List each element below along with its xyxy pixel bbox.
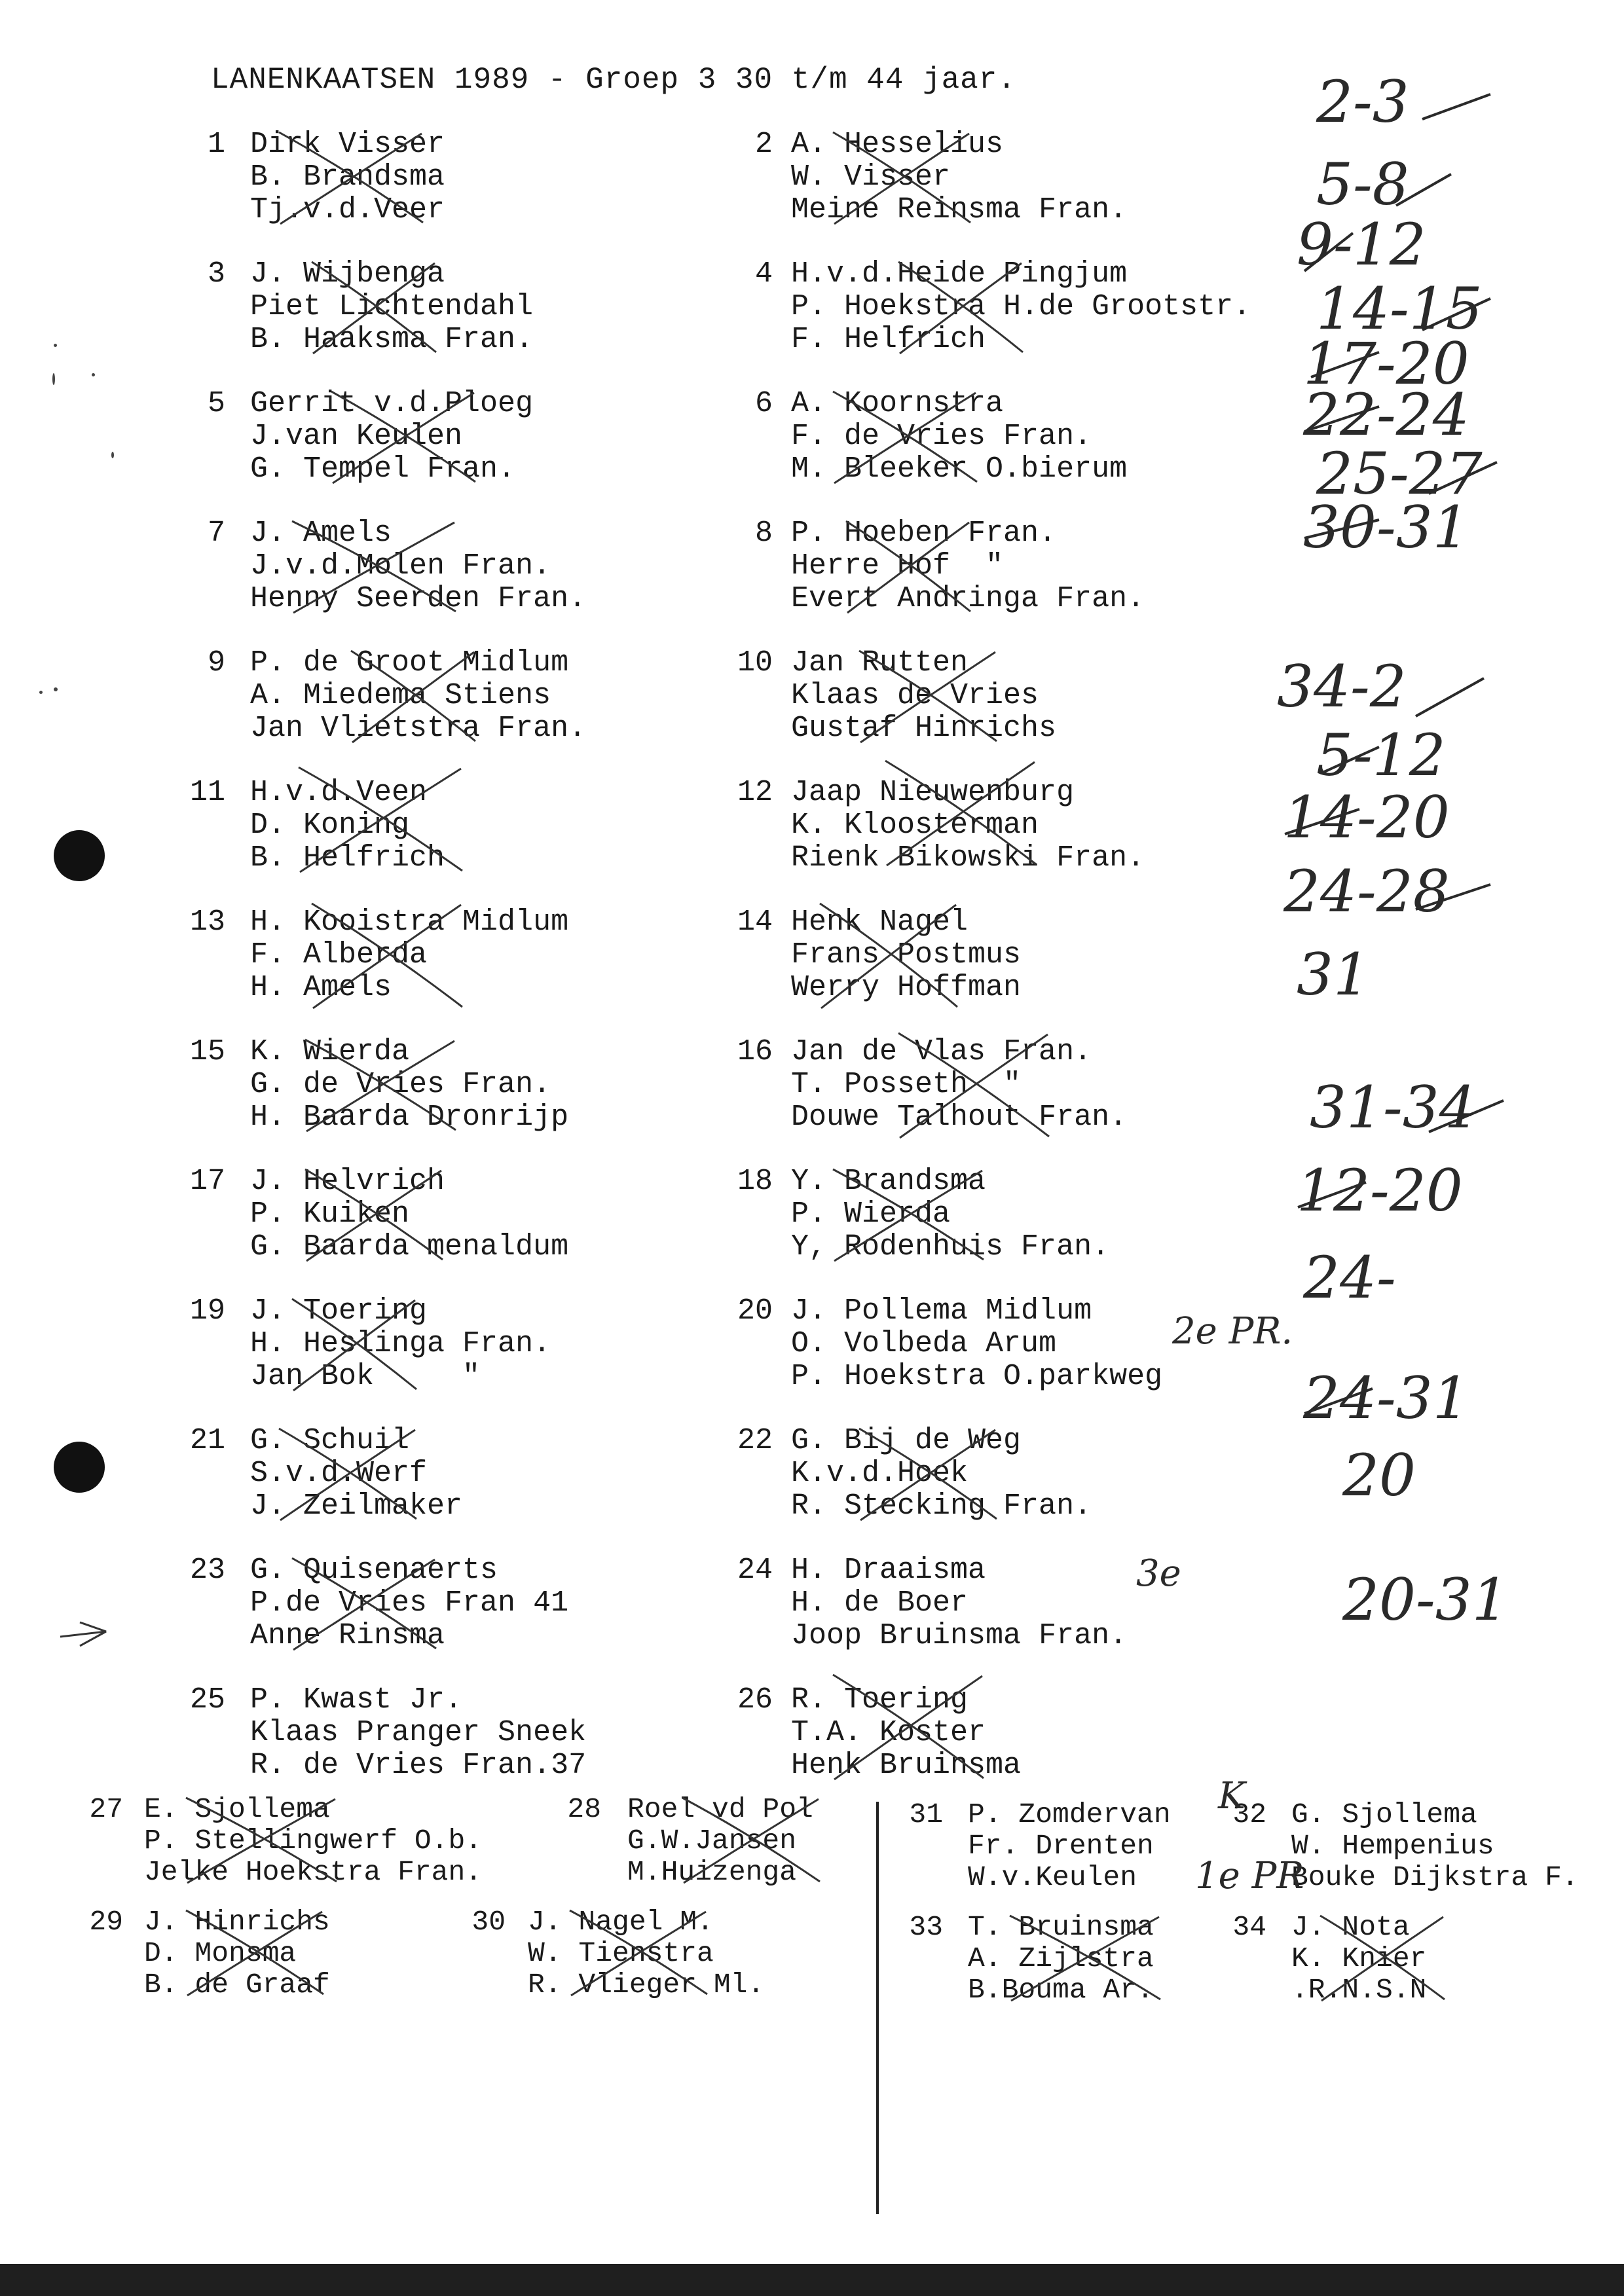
player-name: M.Huizenga bbox=[627, 1856, 797, 1888]
team-number: 5 bbox=[207, 387, 225, 420]
team-players bbox=[250, 1295, 551, 1393]
handwritten-prize: K bbox=[1218, 1775, 1246, 1817]
player-name: P. Hoekstra O.parkweg bbox=[791, 1360, 1163, 1393]
team-players bbox=[250, 1036, 568, 1134]
player-name: P. Kwast Jr. bbox=[250, 1683, 463, 1717]
team-players bbox=[250, 1684, 586, 1782]
team-number: 31 bbox=[909, 1798, 943, 1831]
team-players bbox=[1291, 1912, 1426, 2006]
column-divider bbox=[876, 1802, 879, 2214]
team-players bbox=[627, 1794, 813, 1888]
handwritten-score: 20-31 bbox=[1342, 1566, 1509, 1633]
player-name: K. Kloosterman bbox=[791, 809, 1039, 842]
player-name: Bouke Dijkstra F. bbox=[1291, 1861, 1579, 1893]
player-name: F. de Vries Fran. bbox=[791, 420, 1092, 453]
team-number: 34 bbox=[1232, 1911, 1266, 1943]
player-name: H. Kooistra Midlum bbox=[250, 905, 569, 939]
player-name: P. Kuiken bbox=[250, 1197, 410, 1231]
team-players bbox=[250, 388, 533, 486]
team-players bbox=[144, 1794, 482, 1888]
player-name: J. Zeilmaker bbox=[250, 1489, 463, 1523]
player-name: K. Knier bbox=[1291, 1942, 1427, 1975]
player-name: Klaas Pranger Sneek bbox=[250, 1716, 587, 1749]
team-players bbox=[250, 1165, 568, 1264]
handwritten-score: 9-12 bbox=[1297, 211, 1426, 278]
player-name: J. Hinrichs bbox=[144, 1906, 330, 1938]
handwritten-score: 17-20 bbox=[1303, 330, 1469, 397]
player-name: B. Helfrich bbox=[250, 841, 445, 875]
player-name: Anne Rinsma bbox=[250, 1619, 445, 1652]
strike-mark bbox=[1414, 674, 1486, 720]
team-players bbox=[791, 517, 1145, 615]
player-name: P. Wierda bbox=[791, 1197, 951, 1231]
player-name: H. Baarda Dronrijp bbox=[250, 1101, 569, 1134]
handwritten-score: 2-3 bbox=[1316, 68, 1409, 136]
player-name: R. de Vries Fran.37 bbox=[250, 1749, 587, 1782]
team-players bbox=[968, 1912, 1154, 2006]
punch-hole bbox=[54, 830, 105, 881]
player-name: Y. Brandsma bbox=[791, 1165, 986, 1198]
player-name: Gustaf Hinrichs bbox=[791, 712, 1057, 745]
player-name: B.Bouma Ar. bbox=[968, 1974, 1154, 2006]
player-name: H.v.d.Heide Pingjum bbox=[791, 257, 1128, 291]
player-name: Jan de Vlas Fran. bbox=[791, 1035, 1092, 1068]
player-name: Meine Reinsma Fran. bbox=[791, 193, 1128, 227]
player-name: R. Vlieger Ml. bbox=[528, 1969, 765, 2001]
team-players bbox=[791, 1036, 1127, 1134]
team-number: 22 bbox=[737, 1424, 773, 1457]
team-players bbox=[1291, 1799, 1579, 1893]
team-number: 17 bbox=[189, 1165, 225, 1198]
team-number: 19 bbox=[189, 1294, 225, 1328]
handwritten-score: 22-24 bbox=[1303, 381, 1469, 448]
team-number: 18 bbox=[737, 1165, 773, 1198]
team-players bbox=[791, 128, 1127, 227]
player-name: W. Tienstra bbox=[528, 1937, 714, 1969]
player-name: J. Amels bbox=[250, 517, 392, 550]
team-players bbox=[528, 1906, 764, 2001]
player-name: Gerrit v.d.Ploeg bbox=[250, 387, 534, 420]
player-name: W. Hempenius bbox=[1291, 1830, 1494, 1862]
handwritten-score: 24- bbox=[1303, 1244, 1396, 1311]
player-name: G. Schuil bbox=[250, 1424, 410, 1457]
handwritten-score: 34-2 bbox=[1277, 653, 1407, 720]
player-name: Jan Rutten bbox=[791, 646, 969, 680]
team-number: 14 bbox=[737, 905, 773, 939]
margin-mark bbox=[111, 452, 114, 458]
handwritten-score: 24-28 bbox=[1283, 858, 1450, 925]
player-name: Frans Postmus bbox=[791, 938, 1022, 972]
team-number: 13 bbox=[189, 905, 225, 939]
team-players bbox=[250, 1554, 568, 1652]
player-name: D. Monsma bbox=[144, 1937, 297, 1969]
player-name: D. Koning bbox=[250, 809, 410, 842]
team-players bbox=[791, 1165, 1109, 1264]
team-players bbox=[250, 128, 445, 227]
handwritten-score: 25-27 bbox=[1316, 440, 1483, 507]
team-players bbox=[791, 1295, 1162, 1393]
team-number: 27 bbox=[89, 1793, 123, 1825]
team-players bbox=[791, 1684, 1021, 1782]
player-name: B. Haaksma Fran. bbox=[250, 323, 534, 356]
team-number: 15 bbox=[189, 1035, 225, 1068]
team-number: 3 bbox=[207, 257, 225, 291]
handwritten-prize: 2e PR. bbox=[1172, 1310, 1293, 1353]
team-number: 25 bbox=[189, 1683, 225, 1717]
handwritten-score: 31-34 bbox=[1310, 1074, 1476, 1141]
team-number: 1 bbox=[207, 128, 225, 161]
player-name: Henk Bruinsma bbox=[791, 1749, 1022, 1782]
team-players bbox=[250, 258, 533, 356]
player-name: S.v.d.Werf bbox=[250, 1457, 428, 1490]
team-players bbox=[791, 776, 1145, 875]
punch-hole bbox=[54, 1442, 105, 1493]
handwritten-score: 24-31 bbox=[1303, 1364, 1469, 1432]
player-name: Rienk Bikowski Fran. bbox=[791, 841, 1145, 875]
player-name: H.v.d.Veen bbox=[250, 776, 428, 809]
player-name: G. Bij de Weg bbox=[791, 1424, 1022, 1457]
player-name: P. de Groot Midlum bbox=[250, 646, 569, 680]
team-players bbox=[791, 647, 1056, 745]
player-name: Joop Bruinsma Fran. bbox=[791, 1619, 1128, 1652]
player-name: .R.N.S.N bbox=[1291, 1974, 1427, 2006]
team-players bbox=[250, 1425, 462, 1523]
handwritten-score: 5-8 bbox=[1316, 151, 1409, 218]
player-name: G.W.Jansen bbox=[627, 1825, 797, 1857]
team-number: 21 bbox=[189, 1424, 225, 1457]
player-name: H. Amels bbox=[250, 971, 392, 1004]
player-name: J. Pollema Midlum bbox=[791, 1294, 1092, 1328]
handwritten-score: 31 bbox=[1297, 941, 1370, 1008]
team-number: 33 bbox=[909, 1911, 943, 1943]
team-number: 30 bbox=[471, 1906, 506, 1938]
player-name: Evert Andringa Fran. bbox=[791, 582, 1145, 615]
handwritten-score: 14-20 bbox=[1283, 784, 1450, 851]
player-name: T. Bruinsma bbox=[968, 1911, 1154, 1943]
player-name: Jelke Hoekstra Fran. bbox=[144, 1856, 483, 1888]
team-number: 23 bbox=[189, 1554, 225, 1587]
player-name: P. Zomdervan bbox=[968, 1798, 1171, 1831]
player-name: J. Wijbenga bbox=[250, 257, 445, 291]
player-name: H. Draaisma bbox=[791, 1554, 986, 1587]
margin-mark bbox=[54, 687, 58, 691]
margin-mark bbox=[54, 344, 57, 347]
player-name: J.v.d.Molen Fran. bbox=[250, 549, 551, 583]
handwritten-score: 30-31 bbox=[1303, 494, 1469, 561]
handwritten-score: 12-20 bbox=[1297, 1157, 1463, 1224]
player-name: Jaap Nieuwenburg bbox=[791, 776, 1075, 809]
player-name: A. Koornstra bbox=[791, 387, 1004, 420]
team-players bbox=[791, 1425, 1092, 1523]
player-name: Tj.v.d.Veer bbox=[250, 193, 445, 227]
team-players bbox=[250, 776, 445, 875]
team-number: 29 bbox=[89, 1906, 123, 1938]
player-name: Herre Hof " bbox=[791, 549, 1004, 583]
team-number: 26 bbox=[737, 1683, 773, 1717]
player-name: P. Hoeben Fran. bbox=[791, 517, 1057, 550]
player-name: Dirk Visser bbox=[250, 128, 445, 161]
player-name: Werry Hoffman bbox=[791, 971, 1022, 1004]
player-name: J. Toering bbox=[250, 1294, 428, 1328]
player-name: G. de Vries Fran. bbox=[250, 1068, 551, 1101]
handwritten-score: 14-15 bbox=[1316, 275, 1483, 342]
player-name: P. Stellingwerf O.b. bbox=[144, 1825, 483, 1857]
player-name: A. Miedema Stiens bbox=[250, 679, 551, 712]
team-number: 2 bbox=[754, 128, 773, 161]
player-name: T.A. Koster bbox=[791, 1716, 986, 1749]
player-name: F. Helfrich bbox=[791, 323, 986, 356]
team-number: 6 bbox=[754, 387, 773, 420]
player-name: G. Sjollema bbox=[1291, 1798, 1477, 1831]
team-number: 20 bbox=[737, 1294, 773, 1328]
player-name: J.van Keulen bbox=[250, 420, 463, 453]
team-number: 28 bbox=[567, 1793, 601, 1825]
page-title: LANENKAATSEN 1989 - Groep 3 30 t/m 44 jaar. bbox=[211, 63, 1016, 97]
player-name: A. Hesselius bbox=[791, 128, 1004, 161]
team-players bbox=[791, 1554, 1127, 1652]
player-name: A. Zijlstra bbox=[968, 1942, 1154, 1975]
player-name: P. Hoekstra H.de Grootstr. bbox=[791, 290, 1251, 323]
team-players bbox=[968, 1799, 1171, 1893]
player-name: W. Visser bbox=[791, 160, 951, 194]
player-name: G. Quisenaerts bbox=[250, 1554, 498, 1587]
player-name: Roel vd Pol bbox=[627, 1793, 813, 1825]
player-name: Fr. Drenten bbox=[968, 1830, 1154, 1862]
team-players bbox=[791, 906, 1021, 1004]
team-players bbox=[250, 906, 568, 1004]
player-name: Douwe Talhout Fran. bbox=[791, 1101, 1128, 1134]
player-name: Jan Vlietstra Fran. bbox=[250, 712, 587, 745]
player-name: H. Heslinga Fran. bbox=[250, 1327, 551, 1360]
handwritten-prize: 3e bbox=[1136, 1552, 1181, 1595]
team-number: 9 bbox=[207, 646, 225, 680]
player-name: K.v.d.Hoek bbox=[791, 1457, 969, 1490]
team-number: 7 bbox=[207, 517, 225, 550]
player-name: H. de Boer bbox=[791, 1586, 969, 1620]
margin-mark bbox=[92, 373, 95, 376]
player-name: Y, Rodenhuis Fran. bbox=[791, 1230, 1110, 1264]
player-name: R. Toering bbox=[791, 1683, 969, 1717]
handwritten-score: 20 bbox=[1342, 1442, 1416, 1509]
player-name: F. Alberda bbox=[250, 938, 428, 972]
handwritten-score: 5-12 bbox=[1316, 721, 1446, 789]
player-name: Jan Bok " bbox=[250, 1360, 481, 1393]
player-name: Henk Nagel bbox=[791, 905, 969, 939]
player-name: B. de Graaf bbox=[144, 1969, 330, 2001]
team-number: 24 bbox=[737, 1554, 773, 1587]
player-name: J. Nota bbox=[1291, 1911, 1410, 1943]
player-name: W.v.Keulen bbox=[968, 1861, 1137, 1893]
team-number: 8 bbox=[754, 517, 773, 550]
scan-edge-bar bbox=[0, 2264, 1624, 2296]
player-name: E. Sjollema bbox=[144, 1793, 330, 1825]
team-players bbox=[791, 388, 1127, 486]
margin-mark bbox=[52, 373, 55, 385]
player-name: B. Brandsma bbox=[250, 160, 445, 194]
player-name: K. Wierda bbox=[250, 1035, 410, 1068]
player-name: Piet Lichtendahl bbox=[250, 290, 534, 323]
player-name: P.de Vries Fran 41 bbox=[250, 1586, 569, 1620]
team-number: 11 bbox=[189, 776, 225, 809]
team-number: 4 bbox=[754, 257, 773, 291]
team-players bbox=[250, 517, 586, 615]
handwritten-prize: 1e PR bbox=[1195, 1855, 1304, 1897]
player-name: T. Posseth " bbox=[791, 1068, 1022, 1101]
player-name: O. Volbeda Arum bbox=[791, 1327, 1057, 1360]
team-number: 16 bbox=[737, 1035, 773, 1068]
player-name: Henny Seerden Fran. bbox=[250, 582, 587, 615]
player-name: G. Tempel Fran. bbox=[250, 452, 516, 486]
player-name: R. Stecking Fran. bbox=[791, 1489, 1092, 1523]
arrow-mark-icon bbox=[54, 1617, 119, 1656]
team-number: 12 bbox=[737, 776, 773, 809]
player-name: M. Bleeker O.bierum bbox=[791, 452, 1128, 486]
player-name: G. Baarda menaldum bbox=[250, 1230, 569, 1264]
team-players bbox=[144, 1906, 330, 2001]
player-name: J. Helvrich bbox=[250, 1165, 445, 1198]
margin-mark bbox=[39, 691, 43, 694]
team-players bbox=[250, 647, 586, 745]
team-number: 10 bbox=[737, 646, 773, 680]
team-players bbox=[791, 258, 1251, 356]
player-name: J. Nagel M. bbox=[528, 1906, 714, 1938]
strike-mark bbox=[1421, 90, 1493, 123]
player-name: Klaas de Vries bbox=[791, 679, 1039, 712]
team-number: 32 bbox=[1232, 1798, 1266, 1831]
